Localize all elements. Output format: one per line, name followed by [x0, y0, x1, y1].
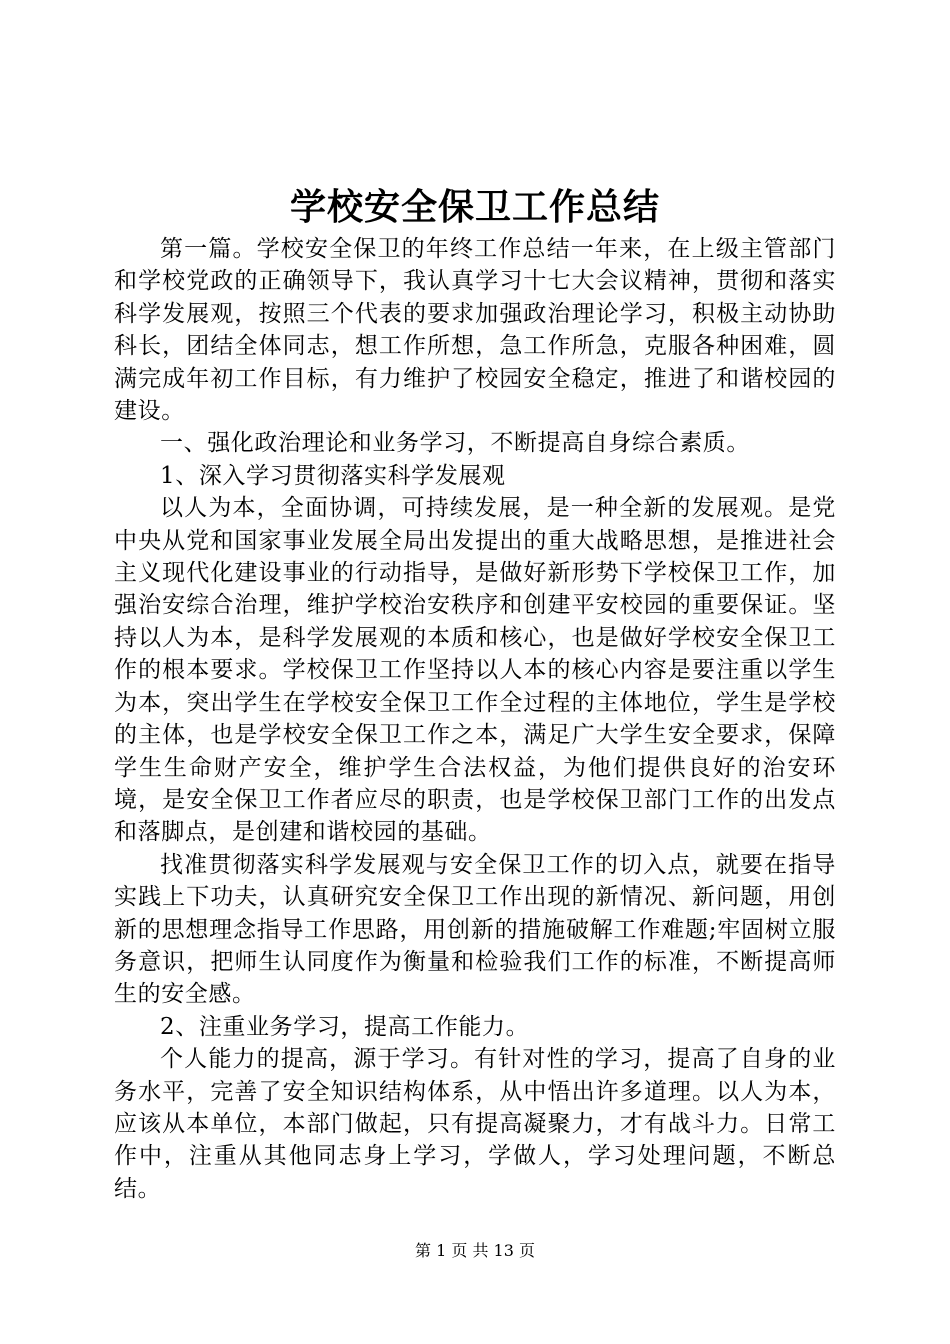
paragraph-development-view: 以人为本，全面协调，可持续发展，是一种全新的发展观。是党中央从党和国家事业发展全局出发提出的重大战略思想，是推进社会主义现代化建设事业的行动指导，是做好新形势下学校保卫工作，加强治安综合治理，维护学校治安秩序和创建平安校园的重要保证。坚持以人为本，是科学发展观的本质和核心，也是做好学校安全保卫工作的根本要求。学校保卫工作坚持以人本的核心内容是要注重以学生为本，突出学生在学校安全保卫工作全过程的主体地位，学生是学校的主体，也是学校安全保卫工作之本，满足广大学生安全要求，保障学生生命财产安全，维护学生合法权益，为他们提供良好的治安环境，是安全保卫工作者应尽的职责，也是学校保卫部门工作的出发点和落脚点，是创建和谐校园的基础。	[114, 495, 836, 846]
document-body	[114, 233, 836, 1205]
heading-subsection-1: 1、深入学习贯彻落实科学发展观	[160, 462, 506, 489]
page-number: 第 1 页 共 13 页	[415, 1241, 535, 1260]
paragraph-intro: 第一篇。学校安全保卫的年终工作总结一年来，在上级主管部门和学校党政的正确领导下，我认真学习十七大会议精神，贯彻和落实科学发展观，按照三个代表的要求加强政治理论学习，积极主动协助科长，团结全体同志，想工作所想，急工作所急，克服各种困难，圆满完成年初工作目标，有力维护了校园安全稳定，推进了和谐校园的建设。	[114, 236, 836, 425]
paragraph-entry-point: 找准贯彻落实科学发展观与安全保卫工作的切入点，就要在指导实践上下功夫，认真研究安全保卫工作出现的新情况、新问题，用创新的思想理念指导工作思路，用创新的措施破解工作难题;牢固树立服务意识，把师生认同度作为衡量和检验我们工作的标准，不断提高师生的安全感。	[114, 851, 836, 1008]
heading-section-1: 一、强化政治理论和业务学习，不断提高自身综合素质。	[160, 430, 750, 457]
heading-subsection-2: 2、注重业务学习，提高工作能力。	[160, 1013, 530, 1040]
paragraph-ability: 个人能力的提高，源于学习。有针对性的学习，提高了自身的业务水平，完善了安全知识结构体系，从中悟出许多道理。以人为本，应该从本单位，本部门做起，只有提高凝聚力，才有战斗力。日常工作中，注重从其他同志身上学习，学做人，学习处理问题，不断总结。	[114, 1046, 836, 1202]
document-title: 学校安全保卫工作总结	[289, 186, 660, 228]
